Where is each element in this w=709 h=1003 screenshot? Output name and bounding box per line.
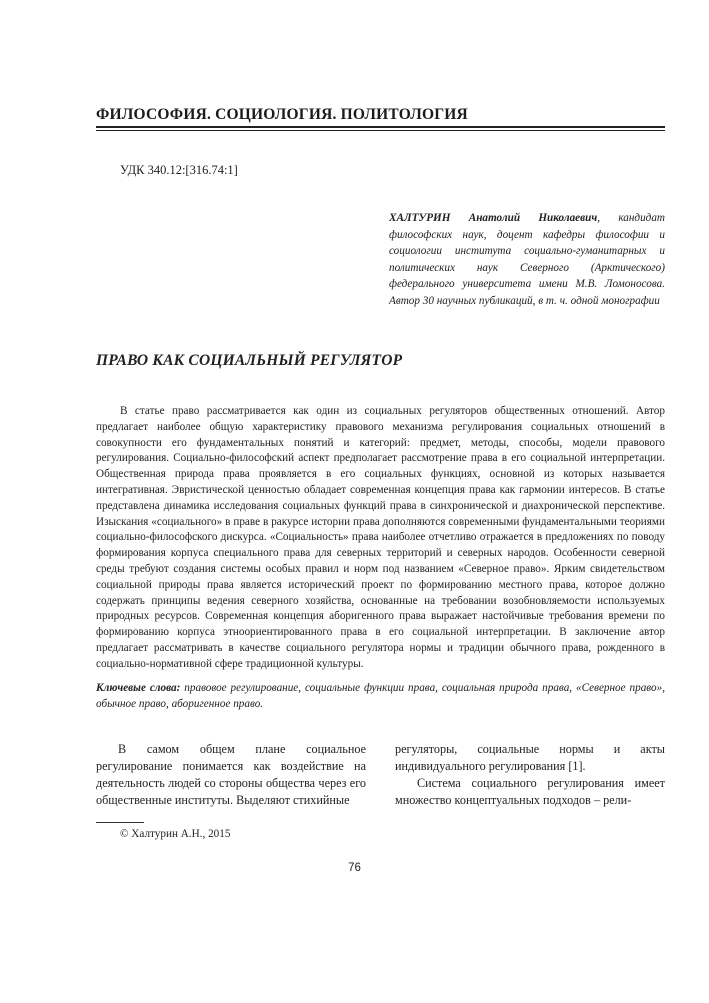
keywords-text: правовое регулирование, социальные функции права, социальная природа права, «Северное право», обычное право, аборигенное право.: [96, 682, 665, 710]
page-number: 76: [348, 862, 361, 874]
keywords: [96, 681, 665, 713]
article-title: ПРАВО КАК СОЦИАЛЬНЫЙ РЕГУЛЯТОР: [96, 352, 403, 369]
author-name: ХАЛТУРИН Анатолий Николаевич: [389, 212, 598, 224]
body-right-paragraph-1: регуляторы, социальные нормы и акты индивидуального регулирования [1].: [395, 742, 665, 773]
udk-code: УДК 340.12:[316.74:1]: [120, 163, 238, 177]
body-left-column: В самом общем плане социальное регулирование понимается как воздействие на деятельность людей со стороны общества через его общественные институты. Выделяют стихийные: [96, 742, 366, 807]
copyright-footnote: © Халтурин А.Н., 2015: [120, 828, 231, 840]
section-header: ФИЛОСОФИЯ. СОЦИОЛОГИЯ. ПОЛИТОЛОГИЯ: [96, 106, 468, 123]
header-rule-thick: [96, 126, 665, 128]
author-info: [389, 210, 665, 309]
abstract: В статье право рассматривается как один из социальных регуляторов общественных отношений. Автор предлагает наиболее общую характеристику правового механизма регулирования социальных отношений в совокупности его фундаментальных понятий и категорий: предмет, методы, способы, модели правового регулирования. Социально-философский аспект предполагает рассмотрение права в его социальной интерпретации. Общественная природа права проявляется в его социальных функциях, основной из которых называется интегративная. Эвристической ценностью обладает современная концепция права как гармонии интересов. В статье представлена динамика исследования социальных функций права в синхронической и диахронической перспективе. Изыскания «социального» в праве в ракурсе истории права дополняются современными фундаментальными теориями социально-философского дискурса. «Социальность» права наиболее отчетливо отражается в предложениях по поводу формирования корпуса специального права для северных территорий и северных народов. Особенности северной среды требуют создания системы особых правил и норм под названием «Северное право». Ярким свидетельством социальной природы права является исторический проект по формированию местного права, которое должно содержать принципы ведения северного хозяйства, основанные на требовании возобновляемости используемых природных ресурсов. Современная концепция аборигенного права выражает настойчивые требования времени по формированию корпуса этноориентированного права в его социальной интерпретации. В заключение автор предлагает рассматривать в качестве социального регулятора нормы и традиции обычного права, рожденного в социально-нормативной сфере традиционной культуры.: [96, 405, 665, 670]
author-bio: , кандидат философских наук, доцент кафедры философии и социологии института социально-гуманитарных и политических наук Северного (Арктического) федерального университета имени М.В. Ломоносова. Автор 30 научных публикаций, в т. ч. одной монографии: [389, 212, 666, 307]
footnote-rule: [96, 822, 144, 823]
header-rule-thin: [96, 130, 665, 131]
body-right-column: [395, 741, 665, 809]
body-right-paragraph-2: Система социального регулирования имеет множество концептуальных подходов – рели-: [395, 776, 665, 807]
keywords-label: Ключевые слова:: [96, 682, 181, 694]
